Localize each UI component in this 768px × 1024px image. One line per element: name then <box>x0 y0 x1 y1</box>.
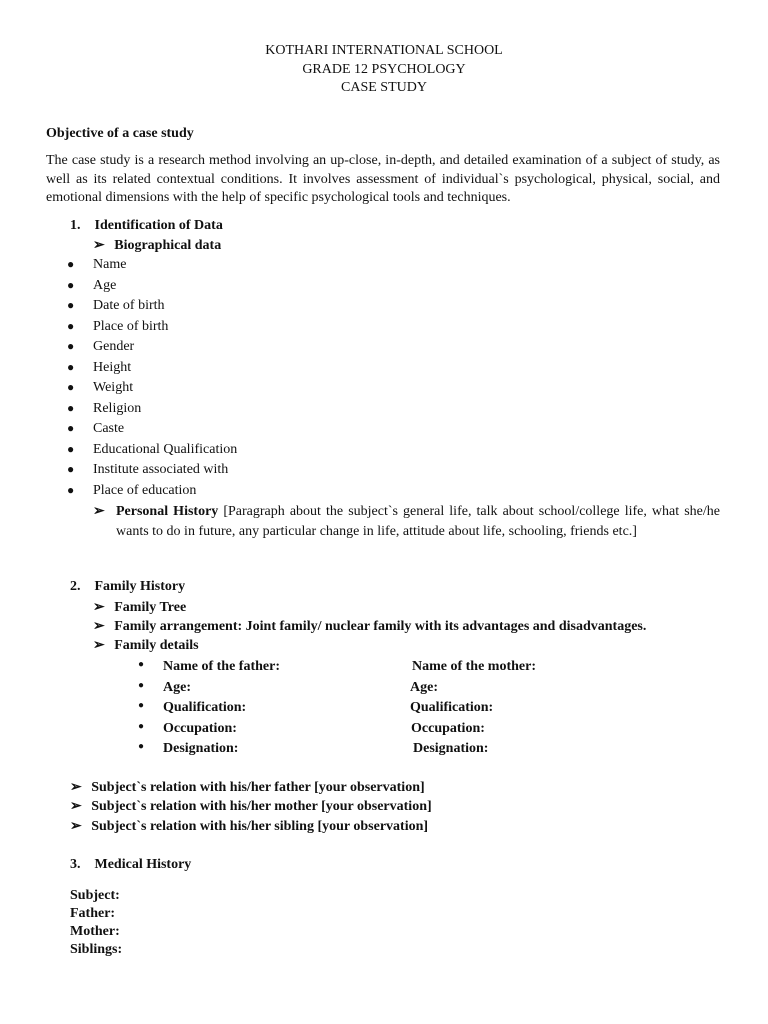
bullet-dot-icon: ● <box>67 257 75 271</box>
school-name: KOTHARI INTERNATIONAL SCHOOL <box>265 43 503 58</box>
relation-sibling-text: Subject`s relation with his/her sibling [your observation] <box>91 819 429 834</box>
mother-field-label: Qualification: <box>410 700 494 715</box>
medical-father-field: Father: <box>70 906 116 921</box>
biographical-item-label: Place of birth <box>93 318 169 334</box>
medical-subject-field: Subject: <box>70 888 120 903</box>
family-tree-row <box>93 599 186 616</box>
biographical-item-label: Caste <box>93 421 125 436</box>
arrow-bullet-icon: ➢ <box>93 238 105 253</box>
arrow-bullet-icon: ➢ <box>70 819 82 834</box>
father-field-label: Qualification: <box>163 700 247 715</box>
bullet-dot-icon: ● <box>67 462 75 476</box>
bullet-dot-icon: ● <box>67 482 75 497</box>
bullet-dot-icon: ● <box>67 441 75 456</box>
objective-paragraph: The case study is a research method involving an up-close, in-depth, and detailed examination of a subject of study, as well as its related contextual conditions. It involves assessment of individual`s psychological, physical, social, and emotional dimensions with the help of specific psychological tools and techniques. <box>46 153 720 205</box>
relation-mother-text: Subject`s relation with his/her mother [your observation] <box>91 799 432 814</box>
biographical-item-label: Name <box>93 257 127 272</box>
biographical-item-label: Height <box>93 359 132 375</box>
section-identification-heading: 1. Identification of Data <box>70 218 223 233</box>
bullet-dot-icon: ● <box>67 380 75 394</box>
personal-history-paragraph <box>116 502 720 542</box>
family-arrangement-row <box>93 618 646 635</box>
bullet-dot-icon: ● <box>67 298 75 312</box>
personal-history-text: [Paragraph about the subject`s general life, talk about school/college life, what she/he wants to do in future, any particular change in life, attitude about life, schooling, friends etc.] <box>116 504 720 539</box>
relation-mother-row <box>70 798 432 815</box>
relation-father-text: Subject`s relation with his/her father [your observation] <box>91 780 425 795</box>
biographical-item-label: Gender <box>93 339 135 354</box>
biographical-item-label: Religion <box>93 400 142 416</box>
family-arrangement-label: Family arrangement: Joint family/ nuclear family with its advantages and disadvantages. <box>114 619 647 634</box>
mother-field-label: Name of the mother: <box>412 659 537 674</box>
medical-mother-field: Mother: <box>70 924 120 939</box>
relation-sibling-row <box>70 818 428 835</box>
section-medical-heading: 3. Medical History <box>70 857 192 872</box>
father-field-label: Age: <box>163 679 191 695</box>
father-field-label: Name of the father: <box>163 659 281 674</box>
bullet-dot-icon: ● <box>67 400 75 415</box>
biographical-data-row <box>93 237 221 254</box>
mother-field-label: Age: <box>410 679 438 695</box>
bullet-dot-icon: ● <box>67 359 75 374</box>
biographical-item-label: Date of birth <box>93 298 165 313</box>
personal-history-label: Personal History <box>116 504 219 519</box>
arrow-bullet-icon: ➢ <box>93 619 105 634</box>
bullet-dot-icon: ● <box>67 277 75 292</box>
arrow-bullet-icon: ➢ <box>70 780 82 795</box>
family-details-row <box>93 637 199 654</box>
bullet-dot-icon: ● <box>138 679 145 691</box>
bullet-dot-icon: ● <box>138 720 145 732</box>
arrow-bullet-icon: ➢ <box>93 504 105 519</box>
arrow-bullet-icon: ➢ <box>93 638 105 653</box>
biographical-item-label: Place of education <box>93 482 197 498</box>
bullet-dot-icon: ● <box>67 339 75 353</box>
section-family-heading: 2. Family History <box>70 579 186 594</box>
document-type: CASE STUDY <box>341 80 427 95</box>
mother-field-label: Designation: <box>413 741 489 756</box>
biographical-item-label: Institute associated with <box>93 462 229 477</box>
mother-field-label: Occupation: <box>411 720 485 736</box>
biographical-data-heading: Biographical data <box>114 238 222 253</box>
document-header <box>0 42 768 98</box>
father-field-label: Occupation: <box>163 720 237 736</box>
objective-heading: Objective of a case study <box>46 126 194 141</box>
bullet-dot-icon: ● <box>67 318 75 333</box>
arrow-bullet-icon: ➢ <box>93 600 105 615</box>
medical-siblings-field: Siblings: <box>70 942 123 957</box>
grade-title: GRADE 12 PSYCHOLOGY <box>302 61 466 77</box>
relation-father-row <box>70 779 425 796</box>
bullet-dot-icon: ● <box>138 741 145 752</box>
bullet-dot-icon: ● <box>67 421 75 435</box>
family-tree-label: Family Tree <box>114 600 187 615</box>
biographical-item-label: Weight <box>93 380 134 395</box>
bullet-dot-icon: ● <box>138 700 145 711</box>
bullet-dot-icon: ● <box>138 659 145 670</box>
family-details-label: Family details <box>114 638 199 653</box>
arrow-bullet-icon: ➢ <box>70 799 82 814</box>
father-field-label: Designation: <box>163 741 239 756</box>
biographical-item-label: Age <box>93 277 117 293</box>
biographical-item-label: Educational Qualification <box>93 441 238 457</box>
